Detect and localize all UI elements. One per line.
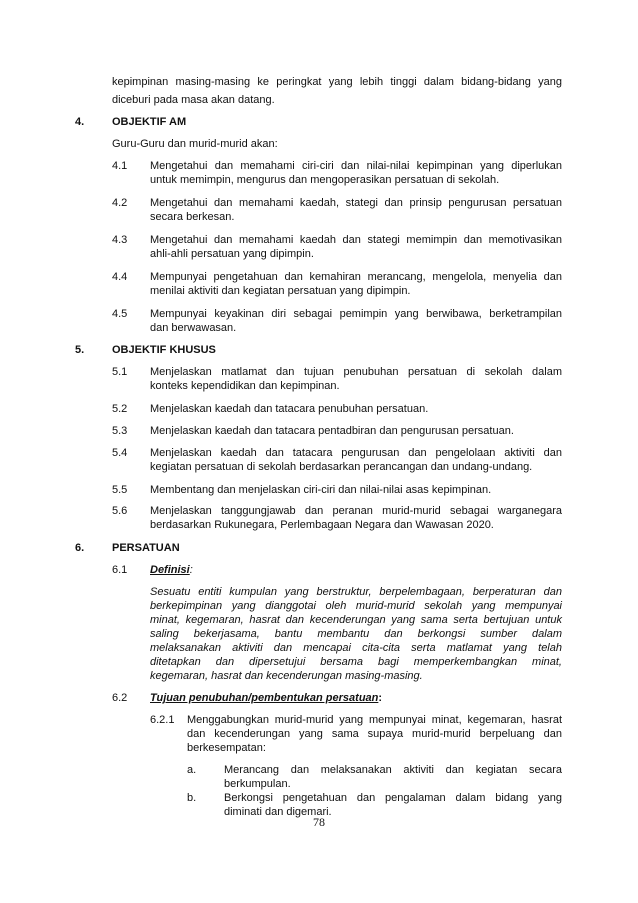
item-5-4-line-1: Menjelaskan kaedah dan tatacara pengurusan dan pengelolaan aktiviti dan <box>150 447 562 459</box>
item-4-1-number: 4.1 <box>112 160 128 172</box>
item-6-2-1-line-1: Menggabungkan murid-murid yang mempunyai minat, kegemaran, hasrat <box>187 714 562 726</box>
definition-colon: : <box>189 564 193 576</box>
sub-item-b-number: b. <box>187 792 197 804</box>
item-6-2-1-line-3: berkesempatan: <box>187 742 266 754</box>
section-4-heading: OBJEKTIF AM <box>112 116 187 128</box>
item-4-1-line-2: untuk memimpin, mengurus dan mengoperasikan persatuan di sekolah. <box>150 174 500 186</box>
item-5-4-line-2: kegiatan persatuan di sekolah berdasarkan perancangan dan undang-undang. <box>150 461 533 473</box>
section-6-heading: PERSATUAN <box>112 542 180 554</box>
item-5-6-number: 5.6 <box>112 505 128 517</box>
item-5-5-line-1: Membentang dan menjelaskan ciri-ciri dan nilai-nilai asas kepimpinan. <box>150 484 492 496</box>
item-5-2-line-1: Menjelaskan kaedah dan tatacara penubuhan persatuan. <box>150 403 429 415</box>
purpose-title: Tujuan penubuhan/pembentukan persatuan <box>150 692 379 704</box>
item-4-2-line-2: secara berkesan. <box>150 211 235 223</box>
item-4-4-line-2: menilai aktiviti dan kegiatan persatuan yang dipimpin. <box>150 285 411 297</box>
sub-item-a-line-2: berkumpulan. <box>224 778 291 790</box>
item-5-1-line-2: konteks kependidikan dan kepimpinan. <box>150 380 340 392</box>
section-5-heading: OBJEKTIF KHUSUS <box>112 344 216 356</box>
item-4-4-line-1: Mempunyai pengetahuan dan kemahiran merancang, mengelola, menyelia dan <box>150 271 562 283</box>
definition-line-6: ditetapkan dan dipersetujui bersama bagi memperkembangkan minat, <box>150 656 562 668</box>
section-6-number: 6. <box>75 542 85 554</box>
item-5-4-number: 5.4 <box>112 447 128 459</box>
definition-line-1: Sesuatu entiti kumpulan yang berstruktur, berpelembagaan, berperaturan dan <box>150 586 562 598</box>
item-5-3-line-1: Menjelaskan kaedah dan tatacara pentadbiran dan pengurusan persatuan. <box>150 425 514 437</box>
item-4-3-number: 4.3 <box>112 234 128 246</box>
item-5-6-line-1: Menjelaskan tanggungjawab dan peranan murid-murid sebagai warganegara <box>150 505 562 517</box>
definition-line-4: saling bekerjasama, bantu membantu dan berkongsi sumber dalam <box>150 628 562 640</box>
item-6-2-1-number: 6.2.1 <box>150 714 175 726</box>
intro-line-1: kepimpinan masing-masing ke peringkat yang lebih tinggi dalam bidang-bidang yang <box>112 76 562 88</box>
item-5-3-number: 5.3 <box>112 425 128 437</box>
purpose-heading <box>150 691 382 705</box>
definition-line-5: melaksanakan aktiviti dan mencapai cita-cita serta matlamat yang telah <box>150 642 562 654</box>
item-5-6-line-2: berdasarkan Rukunegara, Perlembagaan Negara dan Wawasan 2020. <box>150 519 494 531</box>
definition-title: Definisi <box>150 564 190 576</box>
item-5-1-line-1: Menjelaskan matlamat dan tujuan penubuhan persatuan di sekolah dalam <box>150 366 562 378</box>
item-6-2-1-line-2: dan kecenderungan yang sama supaya murid-murid berpeluang dan <box>187 728 562 740</box>
item-4-3-line-2: ahli-ahli persatuan yang dipimpin. <box>150 248 314 260</box>
item-5-5-number: 5.5 <box>112 484 128 496</box>
sub-item-a-line-1: Merancang dan melaksanakan aktiviti dan kegiatan secara <box>224 764 562 776</box>
section-5-number: 5. <box>75 344 85 356</box>
definition-line-7: kegemaran, hasrat dan kecenderungan masing-masing. <box>150 670 423 682</box>
item-4-4-number: 4.4 <box>112 271 128 283</box>
item-4-5-line-2: dan berwawasan. <box>150 322 237 334</box>
sub-item-a-number: a. <box>187 764 197 776</box>
item-4-2-line-1: Mengetahui dan memahami kaedah, stategi dan prinsip pengurusan persatuan <box>150 197 562 209</box>
sub-item-b-line-2: diminati dan digemari. <box>224 806 332 818</box>
definition-heading <box>150 563 193 577</box>
item-4-3-line-1: Mengetahui dan memahami kaedah dan stategi memimpin dan memotivasikan <box>150 234 562 246</box>
section-4-lead: Guru-Guru dan murid-murid akan: <box>112 138 278 150</box>
item-5-2-number: 5.2 <box>112 403 128 415</box>
item-6-1-number: 6.1 <box>112 564 128 576</box>
item-4-1-line-1: Mengetahui dan memahami ciri-ciri dan nilai-nilai kepimpinan yang diperlukan <box>150 160 562 172</box>
sub-item-b-line-1: Berkongsi pengetahuan dan pengalaman dalam bidang yang <box>224 792 562 804</box>
item-4-5-number: 4.5 <box>112 308 128 320</box>
item-4-5-line-1: Mempunyai keyakinan diri sebagai pemimpin yang berwibawa, berketrampilan <box>150 308 562 320</box>
section-4-number: 4. <box>75 116 85 128</box>
item-5-1-number: 5.1 <box>112 366 128 378</box>
definition-line-3: minat, kegemaran, hasrat dan kecenderungan yang sama serta bertujuan untuk <box>150 614 562 626</box>
intro-line-2: diceburi pada masa akan datang. <box>112 94 275 106</box>
definition-line-2: berkepimpinan yang dianggotai oleh murid-murid sekolah yang mempunyai <box>150 600 562 612</box>
purpose-colon: : <box>378 692 383 704</box>
item-4-2-number: 4.2 <box>112 197 128 209</box>
page-number: 78 <box>313 815 325 829</box>
item-6-2-number: 6.2 <box>112 692 128 704</box>
